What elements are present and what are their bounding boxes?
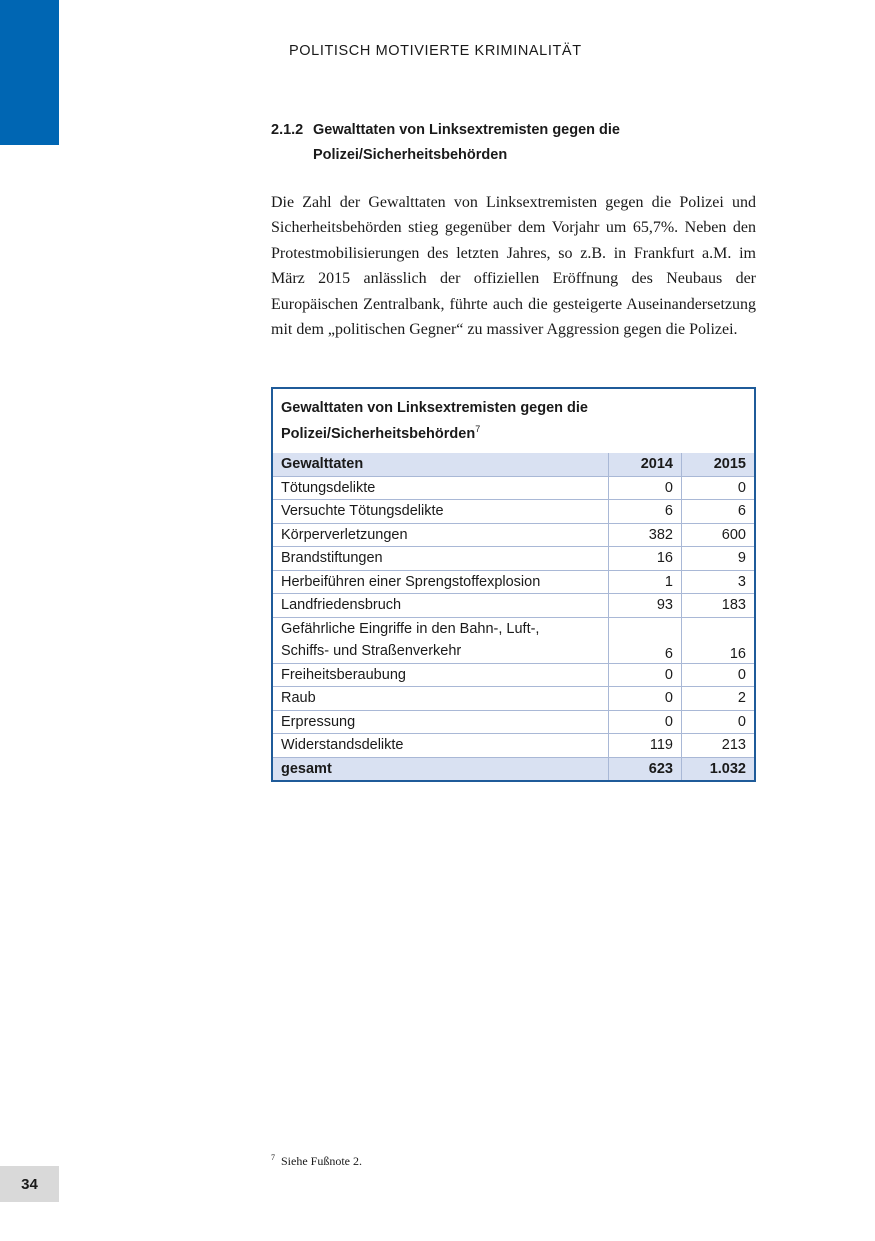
- row-label: Raub: [273, 687, 609, 711]
- total-2015: 1.032: [682, 757, 755, 780]
- value-2014: 0: [609, 710, 682, 734]
- row-label: Tötungsdelikte: [273, 476, 609, 500]
- total-label: gesamt: [273, 757, 609, 780]
- value-2014: 1: [609, 570, 682, 594]
- row-label: Brandstiftungen: [273, 547, 609, 571]
- table-row: [273, 523, 754, 547]
- row-label: [273, 617, 609, 663]
- value-2015: 9: [682, 547, 755, 571]
- table-row: [273, 663, 754, 687]
- row-label: Widerstandsdelikte: [273, 734, 609, 758]
- value-2015: 183: [682, 594, 755, 618]
- running-head: POLITISCH MOTIVIERTE KRIMINALITÄT: [289, 43, 582, 59]
- table-row: [273, 594, 754, 618]
- value-2014: 16: [609, 547, 682, 571]
- table-row: [273, 710, 754, 734]
- value-2014: 0: [609, 663, 682, 687]
- value-2014: 0: [609, 476, 682, 500]
- table-row: [273, 734, 754, 758]
- total-2014: 623: [609, 757, 682, 780]
- row-label: Freiheitsberaubung: [273, 663, 609, 687]
- value-2014: 93: [609, 594, 682, 618]
- value-2014: 6: [609, 617, 682, 663]
- row-label: Körperverletzungen: [273, 523, 609, 547]
- value-2015: 3: [682, 570, 755, 594]
- row-label: Versuchte Tötungsdelikte: [273, 500, 609, 524]
- value-2015: 600: [682, 523, 755, 547]
- chapter-color-tab: [0, 0, 59, 145]
- row-label-line1: Gefährliche Eingriffe in den Bahn-, Luft-,: [281, 620, 540, 637]
- value-2015: 6: [682, 500, 755, 524]
- value-2014: 382: [609, 523, 682, 547]
- table-row: [273, 570, 754, 594]
- value-2015: 2: [682, 687, 755, 711]
- section-title-line1: Gewalttaten von Linksextremisten gegen die: [313, 122, 620, 138]
- value-2015: 213: [682, 734, 755, 758]
- value-2014: 6: [609, 500, 682, 524]
- column-header-2014: 2014: [609, 453, 682, 476]
- table-caption: [273, 389, 754, 453]
- table-row: [273, 476, 754, 500]
- table-row: [273, 500, 754, 524]
- statistics-table-box: [271, 387, 756, 782]
- value-2015: 0: [682, 476, 755, 500]
- value-2015: 0: [682, 663, 755, 687]
- value-2015: 16: [682, 617, 755, 663]
- table-total-row: [273, 757, 754, 780]
- body-paragraph: Die Zahl der Gewalttaten von Linksextremisten gegen die Polizei und Sicherheitsbehörden stieg gegenüber dem Vorjahr um 65,7%. Neben den Protestmobilisierungen des letzten Jahres, so z.B. in Frankfurt a.M. im März 2015 anlässlich der offiziellen Eröffnung des Neubaus der Europäischen Zentralbank, führte auch die gesteigerte Auseinandersetzung mit dem „politischen Gegner“ zu massiver Aggression gegen die Polizei.: [271, 194, 756, 339]
- column-header-category: Gewalttaten: [273, 453, 609, 476]
- footnote-marker: 7: [271, 1153, 275, 1162]
- section-number: 2.1.2: [271, 122, 304, 138]
- value-2014: 0: [609, 687, 682, 711]
- table-row: [273, 617, 754, 663]
- row-label: Landfriedensbruch: [273, 594, 609, 618]
- column-header-2015: 2015: [682, 453, 755, 476]
- table-row: [273, 547, 754, 571]
- row-label: Herbeiführen einer Sprengstoffexplosion: [273, 570, 609, 594]
- row-label-line2: Schiffs- und Straßenverkehr: [281, 642, 462, 659]
- page-number: 34: [0, 1166, 59, 1202]
- row-label: Erpressung: [273, 710, 609, 734]
- footnote-reference: 7: [475, 424, 481, 435]
- table-header-row: [273, 453, 754, 476]
- table-row: [273, 687, 754, 711]
- footnote-text: Siehe Fußnote 2.: [281, 1154, 362, 1168]
- section-title-line2: Polizei/Sicherheitsbehörden: [313, 147, 508, 163]
- table-caption-line2: Polizei/Sicherheitsbehörden: [281, 426, 476, 442]
- footnote: [271, 1153, 362, 1169]
- table-caption-line1: Gewalttaten von Linksextremisten gegen die: [281, 400, 588, 416]
- section-heading: [271, 118, 620, 168]
- statistics-table: [273, 453, 754, 780]
- value-2014: 119: [609, 734, 682, 758]
- value-2015: 0: [682, 710, 755, 734]
